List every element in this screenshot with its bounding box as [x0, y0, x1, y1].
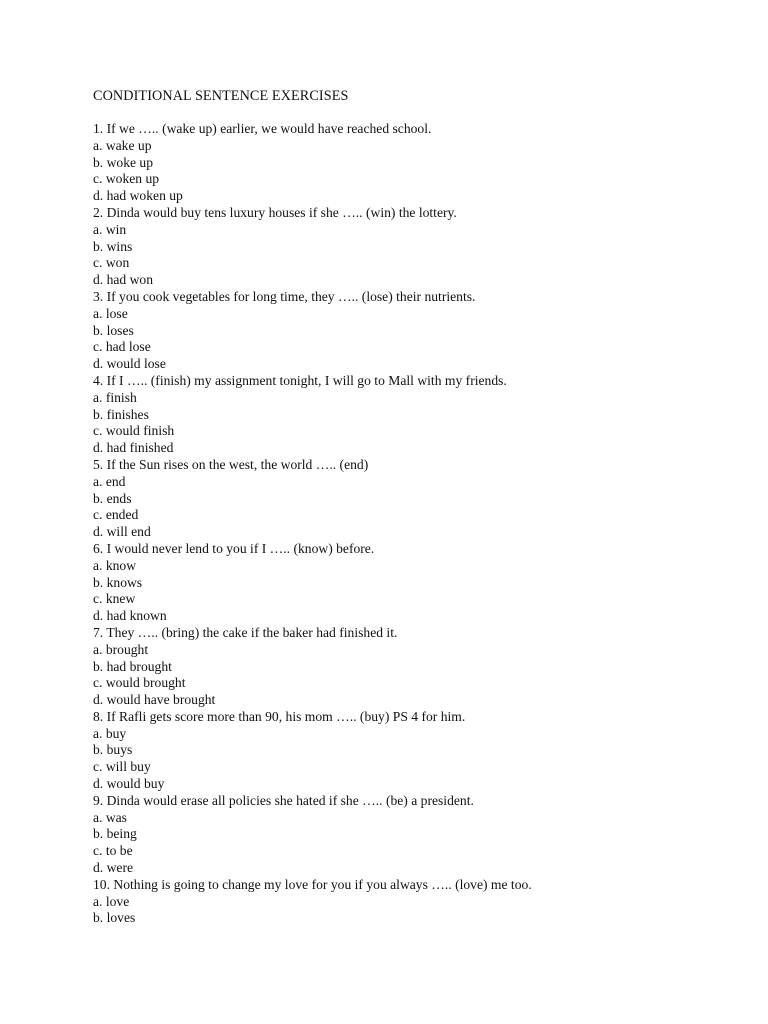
- answer-option: a. end: [93, 473, 126, 489]
- answer-option: a. know: [93, 557, 137, 573]
- question-text: 1. If we ….. (wake up) earlier, we would have reached school.: [93, 121, 432, 136]
- answer-option: a. win: [93, 221, 127, 237]
- question-text: 3. If you cook vegetables for long time, they ….. (lose) their nutrients.: [93, 288, 476, 304]
- answer-option: c. woken up: [93, 171, 160, 187]
- answer-option: b. loses: [93, 322, 134, 338]
- answer-option: c. knew: [93, 591, 136, 607]
- question-text: 9. Dinda would erase all policies she hated if she ….. (be) a president.: [93, 792, 474, 808]
- answer-option: c. will buy: [93, 759, 151, 775]
- question-list: [93, 121, 733, 927]
- question-item: [93, 625, 733, 709]
- question-text: 4. If I ….. (finish) my assignment tonight, I will go to Mall with my friends.: [93, 372, 507, 388]
- answer-option: b. wins: [93, 238, 133, 254]
- answer-option: d. had won: [93, 272, 154, 288]
- answer-option: a. buy: [93, 725, 127, 741]
- answer-option: a. lose: [93, 305, 128, 321]
- answer-option: d. had finished: [93, 440, 174, 456]
- answer-option: b. had brought: [93, 658, 172, 674]
- page-title: CONDITIONAL SENTENCE EXERCISES: [93, 88, 349, 104]
- answer-option: d. will end: [93, 524, 151, 540]
- question-item: [93, 457, 733, 541]
- question-item: [93, 373, 733, 457]
- answer-option: d. would have brought: [93, 692, 216, 708]
- question-text: 2. Dinda would buy tens luxury houses if she ….. (win) the lottery.: [93, 204, 457, 220]
- answer-option: b. knows: [93, 574, 143, 590]
- question-item: [93, 541, 733, 625]
- answer-option: c. won: [93, 255, 130, 271]
- question-item: [93, 289, 733, 373]
- answer-option: d. would buy: [93, 776, 165, 792]
- question-text: 6. I would never lend to you if I ….. (know) before.: [93, 540, 375, 556]
- question-text: 7. They ….. (bring) the cake if the baker had finished it.: [93, 624, 398, 640]
- question-text: 8. If Rafli gets score more than 90, his mom ….. (buy) PS 4 for him.: [93, 708, 466, 724]
- question-item: [93, 121, 733, 205]
- answer-option: b. woke up: [93, 154, 154, 170]
- answer-option: b. buys: [93, 742, 133, 758]
- answer-option: a. love: [93, 893, 130, 909]
- answer-option: a. was: [93, 809, 127, 825]
- answer-option: a. wake up: [93, 137, 152, 153]
- answer-option: a. finish: [93, 389, 137, 405]
- answer-option: c. would finish: [93, 423, 175, 439]
- answer-option: c. to be: [93, 843, 133, 859]
- question-text: 10. Nothing is going to change my love for you if you always ….. (love) me too.: [93, 876, 532, 892]
- answer-option: c. had lose: [93, 339, 151, 355]
- question-text: 5. If the Sun rises on the west, the world ….. (end): [93, 456, 369, 472]
- answer-option: b. loves: [93, 910, 136, 926]
- answer-option: b. being: [93, 826, 137, 842]
- answer-option: d. would lose: [93, 356, 166, 372]
- answer-option: d. were: [93, 860, 134, 876]
- answer-option: d. had known: [93, 608, 167, 624]
- answer-option: c. ended: [93, 507, 139, 523]
- question-item: [93, 205, 733, 289]
- question-item: [93, 877, 733, 927]
- answer-option: b. finishes: [93, 406, 149, 422]
- answer-option: d. had woken up: [93, 188, 183, 204]
- answer-option: c. would brought: [93, 675, 186, 691]
- answer-option: b. ends: [93, 490, 132, 506]
- question-item: [93, 709, 733, 793]
- question-item: [93, 793, 733, 877]
- answer-option: a. brought: [93, 641, 149, 657]
